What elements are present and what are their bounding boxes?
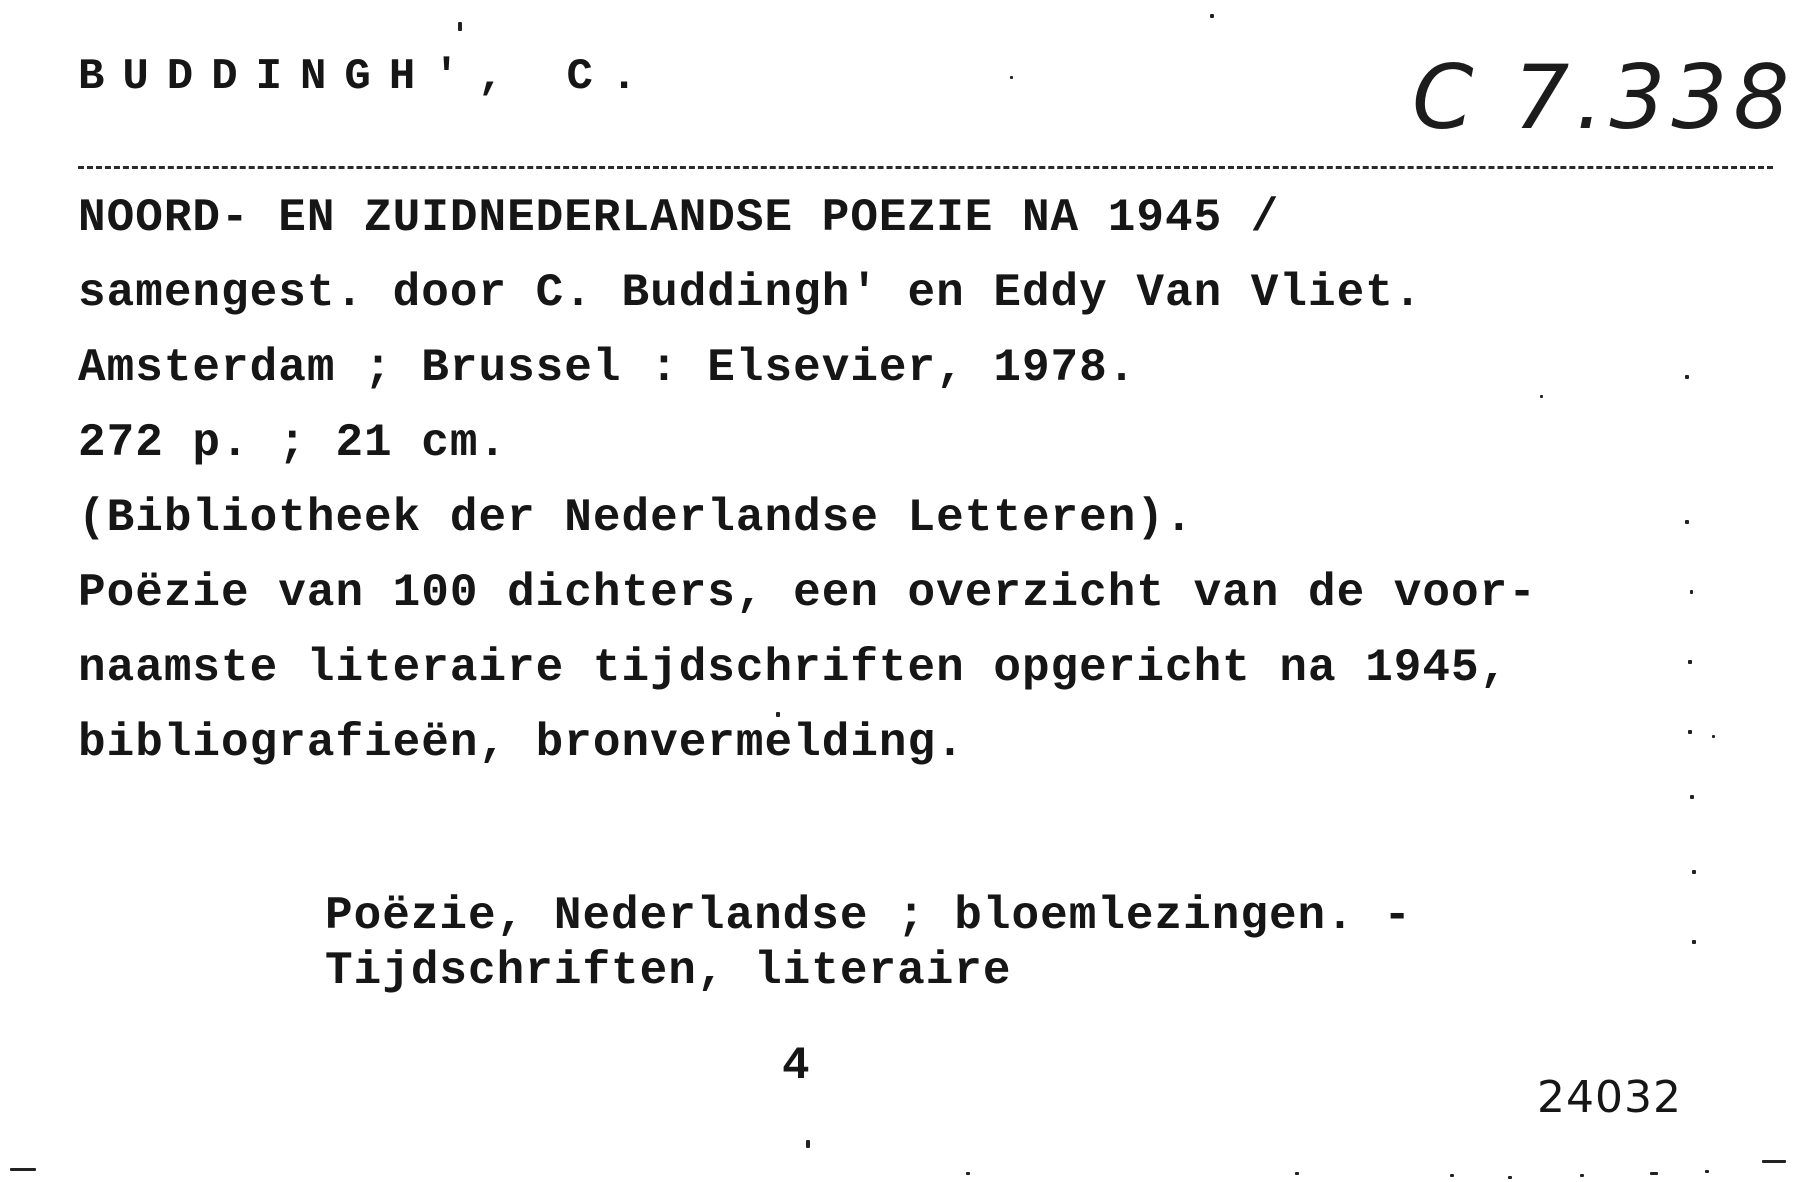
imprint-line: Amsterdam ; Brussel : Elsevier, 1978. [78, 342, 1137, 394]
scan-speck [776, 712, 780, 717]
separator-rule [78, 166, 1773, 169]
series-line: (Bibliotheek der Nederlandse Letteren). [78, 492, 1194, 544]
scan-speck [1688, 660, 1692, 664]
scan-speck [1685, 520, 1689, 524]
call-number: C 7.338 [1412, 46, 1795, 149]
subject-heading: Tijdschriften, literaire [325, 945, 1012, 997]
scan-speck [1712, 735, 1715, 738]
scan-speck [1692, 940, 1696, 944]
note-line: naamste literaire tijdschriften opgericht na 1945, [78, 642, 1509, 694]
scan-speck [1010, 76, 1013, 79]
accession-number: 24032 [1537, 1072, 1682, 1123]
scan-speck [1692, 870, 1696, 874]
scan-speck [1295, 1172, 1299, 1175]
title-line: NOORD- EN ZUIDNEDERLANDSE POEZIE NA 1945 / [78, 192, 1280, 244]
card-sequence-number: 4 [782, 1040, 811, 1092]
scan-speck [1690, 590, 1693, 594]
scan-speck [1690, 795, 1694, 799]
scan-speck [1540, 395, 1543, 398]
scan-speck [1508, 1176, 1512, 1179]
scan-speck [1210, 14, 1214, 18]
scan-speck [1762, 1160, 1786, 1163]
scan-speck [1650, 1172, 1658, 1175]
scan-speck [1580, 1174, 1584, 1177]
subject-heading: Poëzie, Nederlandse ; bloemlezingen. - [325, 890, 1412, 942]
scan-speck [1705, 1170, 1709, 1173]
collation-line: 272 p. ; 21 cm. [78, 417, 508, 469]
note-line: bibliografieën, bronvermelding. [78, 717, 965, 769]
scan-speck [966, 1172, 970, 1175]
scan-speck [1685, 375, 1689, 379]
scan-speck [1450, 1174, 1454, 1177]
main-entry-heading: BUDDINGH', C. [78, 52, 656, 102]
note-line: Poëzie van 100 dichters, een overzicht van de voor- [78, 567, 1537, 619]
scan-speck [806, 1140, 810, 1148]
scan-speck [1688, 730, 1692, 734]
scan-speck [10, 1168, 36, 1171]
responsibility-line: samengest. door C. Buddingh' en Eddy Van Vliet. [78, 267, 1423, 319]
scan-speck [458, 22, 462, 31]
